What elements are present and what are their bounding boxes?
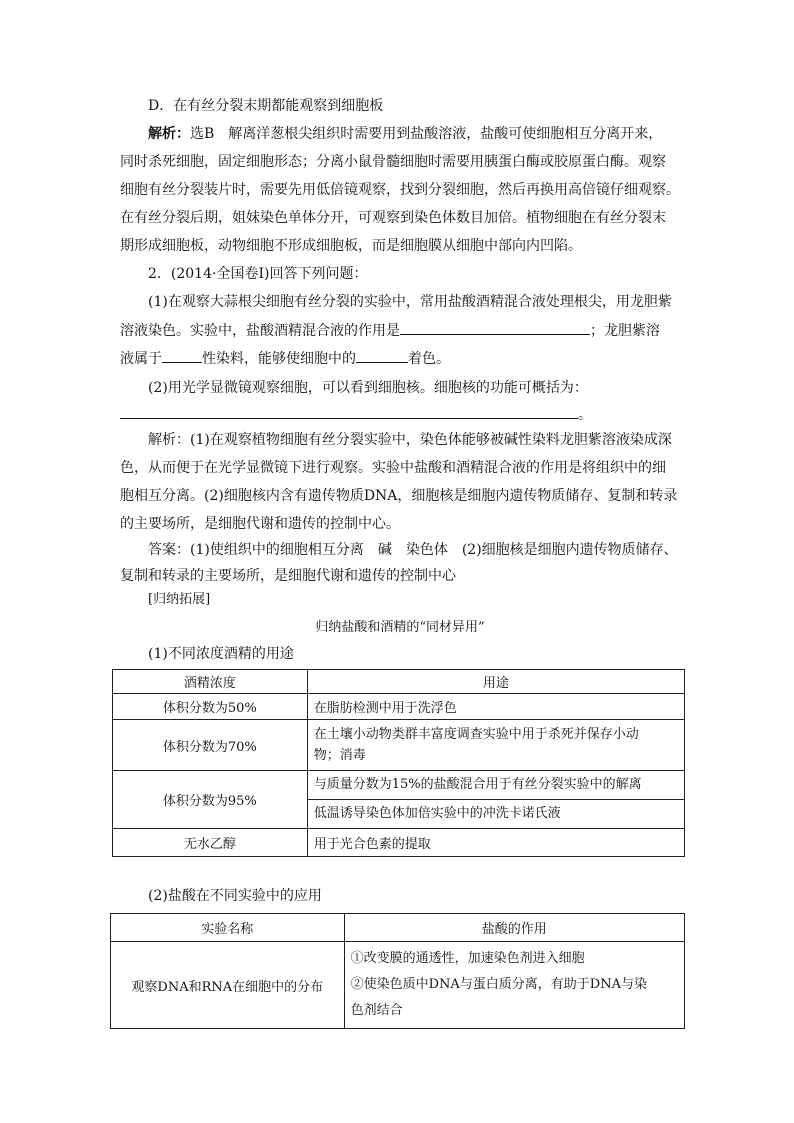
table-header: 实验名称 bbox=[111, 914, 345, 942]
answer-line-2: 复制和转录的主要场所，是细胞代谢和遗传的控制中心 bbox=[120, 568, 456, 584]
table-cell: ①改变膜的通透性，加速染色剂进入细胞 ②使染色质中DNA与蛋白质分离，有助于DNA与染 色剂结合 bbox=[344, 942, 684, 1029]
table1-caption: (1)不同浓度酒精的用途 bbox=[148, 646, 294, 662]
q2-part1-line3: 液属于 性染料，能够使细胞中的 着色。 bbox=[120, 348, 680, 369]
answer-blank-3[interactable] bbox=[356, 348, 408, 363]
table-row bbox=[111, 942, 685, 1029]
table-row bbox=[113, 694, 685, 720]
table-row bbox=[113, 771, 685, 829]
table2-caption: (2)盐酸在不同实验中的应用 bbox=[148, 888, 322, 904]
answer-blank-2[interactable] bbox=[162, 348, 202, 363]
table-cell: 在土壤小动物类群丰富度调查实验中用于杀死并保存小动 物；消毒 bbox=[307, 720, 684, 771]
analysis2-line-4: 的主要场所，是细胞代谢和遗传的控制中心。 bbox=[120, 516, 400, 532]
table-header: 酒精浓度 bbox=[113, 670, 308, 694]
analysis1-line-3: 细胞有丝分裂装片时，需要先用低倍镜观察，找到分裂细胞，然后再换用高倍镜仔细观察。 bbox=[120, 182, 680, 198]
table-row bbox=[113, 829, 685, 857]
alcohol-table bbox=[112, 669, 685, 857]
table-header-row bbox=[111, 914, 685, 942]
analysis2-line-3: 胞相互分离。(2)细胞核内含有遗传物质DNA，细胞核是细胞内遗传物质储存、复制和转录 bbox=[120, 488, 678, 504]
q2-part1-line1: (1)在观察大蒜根尖细胞有丝分裂的实验中，常用盐酸酒精混合液处理根尖，用龙胆紫 bbox=[148, 294, 672, 310]
hydrochloric-acid-table bbox=[110, 913, 685, 1029]
analysis1-line-5: 期形成细胞板，动物细胞不形成细胞板，而是细胞膜从细胞中部向内凹陷。 bbox=[120, 238, 582, 254]
table-cell: 与质量分数为15%的盐酸混合用于有丝分裂实验中的解离 低温诱导染色体加倍实验中的冲洗卡诺氏液 bbox=[307, 771, 684, 829]
q2-part2-line2: 。 bbox=[120, 404, 680, 425]
table-cell: 体积分数为95% bbox=[113, 771, 308, 829]
q2-part2-line1: (2)用光学显微镜观察细胞，可以看到细胞核。细胞核的功能可概括为： bbox=[148, 380, 588, 396]
summary-tag: [归纳拓展] bbox=[148, 592, 211, 607]
analysis2-line-1: 解析：(1)在观察植物细胞有丝分裂实验中，染色体能够被碱性染料龙胆紫溶液染成深 bbox=[148, 432, 672, 448]
table-cell: 在脂肪检测中用于洗浮色 bbox=[307, 694, 684, 720]
answer-blank-4[interactable] bbox=[120, 404, 578, 419]
table-cell: 体积分数为70% bbox=[113, 720, 308, 771]
table-row bbox=[113, 720, 685, 771]
q2-part1-line2: 溶液染色。实验中，盐酸酒精混合液的作用是 ；龙胆紫溶 bbox=[120, 320, 680, 341]
table-header: 盐酸的作用 bbox=[344, 914, 684, 942]
analysis1-line-1: 解析：选B 解离洋葱根尖组织时需要用到盐酸溶液，盐酸可使细胞相互分离开来， bbox=[148, 126, 663, 142]
table-cell: 无水乙醇 bbox=[113, 829, 308, 857]
analysis1-label: 解析： bbox=[148, 126, 190, 142]
answer-blank-1[interactable] bbox=[400, 320, 590, 335]
analysis1-line-4: 在有丝分裂后期，姐妹染色单体分开，可观察到染色体数目加倍。植物细胞在有丝分裂末 bbox=[120, 210, 666, 226]
analysis1-line-2: 同时杀死细胞，固定细胞形态；分离小鼠骨髓细胞时需要用胰蛋白酶或胶原蛋白酶。观察 bbox=[120, 154, 666, 170]
table-header: 用途 bbox=[307, 670, 684, 694]
table-cell: 用于光合色素的提取 bbox=[307, 829, 684, 857]
table-cell: 观察DNA和RNA在细胞中的分布 bbox=[111, 942, 345, 1029]
table-cell: 体积分数为50% bbox=[113, 694, 308, 720]
table-header-row bbox=[113, 670, 685, 694]
answer-line-1: 答案：(1)使组织中的细胞相互分离 碱 染色体 (2)细胞核是细胞内遗传物质储存、 bbox=[148, 542, 678, 558]
analysis2-line-2: 色，从而便于在光学显微镜下进行观察。实验中盐酸和酒精混合液的作用是将组织中的细 bbox=[120, 460, 666, 476]
option-d: D．在有丝分裂末期都能观察到细胞板 bbox=[148, 98, 384, 114]
question-2-title: 2．(2014·全国卷Ⅰ)回答下列问题： bbox=[148, 266, 368, 282]
summary-title: 归纳盐酸和酒精的“同材异用” bbox=[315, 620, 485, 635]
